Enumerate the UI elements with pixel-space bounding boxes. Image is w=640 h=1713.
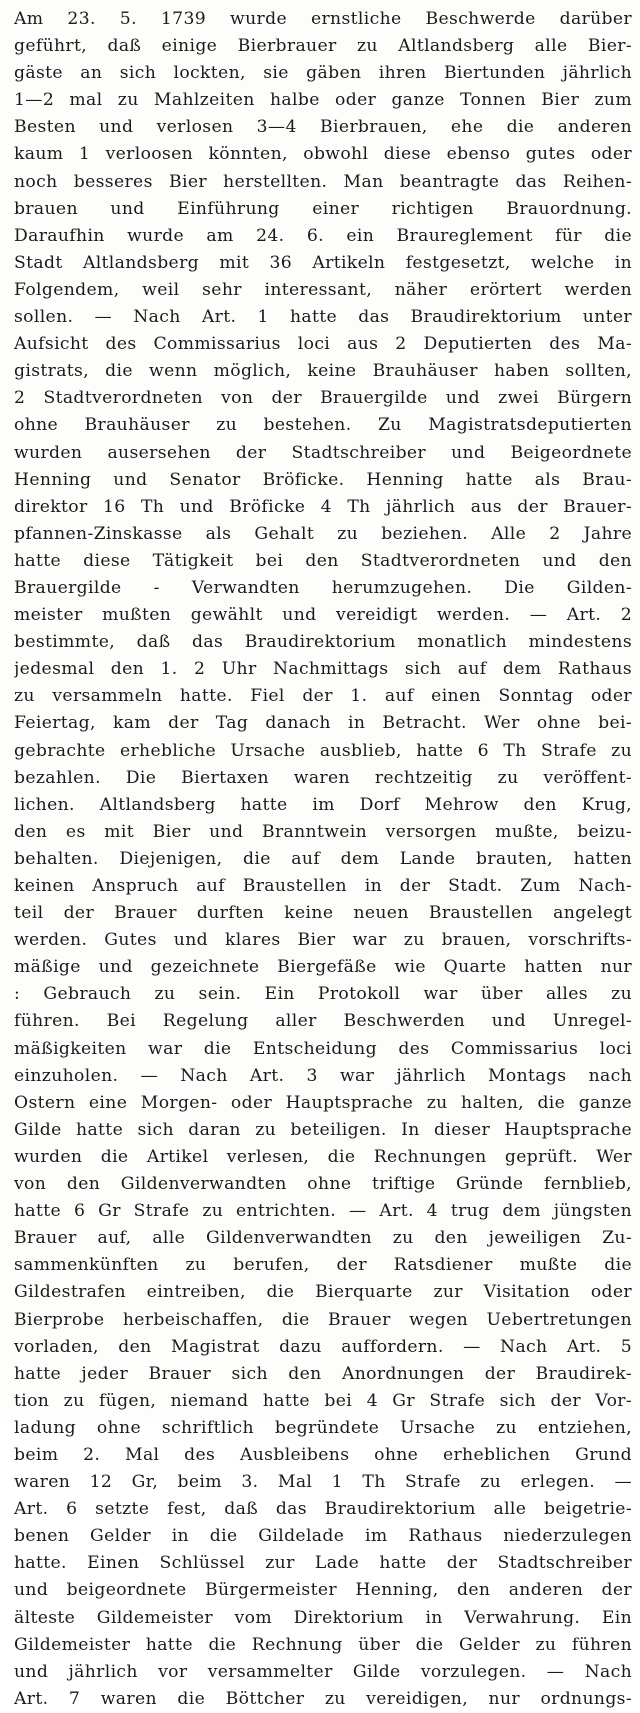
text-line: den es mit Bier und Branntwein versorgen mußte, beizu- — [14, 821, 632, 842]
text-line: Brauer auf, alle Gildenverwandten zu den jeweiligen Zu- — [14, 1228, 632, 1249]
text-line: hatte 6 Gr Strafe zu entrichten. — Art. 4 trug dem jüngsten — [14, 1201, 632, 1222]
text-line: lichen. Altlandsberg hatte im Dorf Mehrow den Krug, — [14, 794, 632, 815]
text-line: mäßige und gezeichnete Biergefäße wie Quarte hatten nur — [14, 957, 632, 978]
text-line: einzuholen. — Nach Art. 3 war jährlich Montags nach — [14, 1065, 632, 1086]
text-line: Am 23. 5. 1739 wurde ernstliche Beschwerde darüber — [14, 9, 632, 29]
text-line: Stadt Altlandsberg mit 36 Artikeln festgesetzt, welche in — [14, 252, 632, 273]
text-line: älteste Gildemeister vom Direktorium in Verwahrung. Ein — [14, 1607, 632, 1628]
text-line: bestimmte, daß das Braudirektorium monatlich mindestens — [14, 632, 632, 653]
text-line: jedesmal den 1. 2 Uhr Nachmittags sich auf dem Rathaus — [14, 659, 632, 680]
text-line: wurden ausersehen der Stadtschreiber und Beigeordnete — [14, 442, 632, 463]
text-line: Feiertag, kam der Tag danach in Betracht. Wer ohne bei- — [14, 713, 632, 734]
text-line: und jährlich vor versammelter Gilde vorzulegen. — Nach — [14, 1661, 632, 1682]
text-line: hatte jeder Brauer sich den Anordnungen der Braudirek- — [14, 1363, 632, 1384]
text-line: beim 2. Mal des Ausbleibens ohne erheblichen Grund — [14, 1444, 632, 1465]
text-line: waren 12 Gr, beim 3. Mal 1 Th Strafe zu erlegen. — — [14, 1472, 632, 1493]
text-line: ohne Brauhäuser zu bestehen. Zu Magistratsdeputierten — [14, 415, 632, 436]
text-line: noch besseres Bier herstellten. Man beantragte das Reihen- — [14, 171, 632, 192]
text-line: Aufsicht des Commissarius loci aus 2 Deputierten des Ma- — [14, 334, 632, 355]
text-line: Daraufhin wurde am 24. 6. ein Braureglement für die — [14, 225, 632, 246]
text-line: bezahlen. Die Biertaxen waren rechtzeitig zu veröffent- — [14, 767, 632, 788]
text-line: führen. Bei Regelung aller Beschwerden und Unregel- — [14, 1011, 632, 1032]
text-line: meister mußten gewählt und vereidigt werden. — Art. 2 — [14, 605, 632, 626]
text-line: wurden die Artikel verlesen, die Rechnungen geprüft. Wer — [14, 1146, 632, 1167]
text-line: Art. 6 setzte fest, daß das Braudirektorium alle beigetrie- — [14, 1499, 632, 1520]
text-line: zu versammeln hatte. Fiel der 1. auf einen Sonntag oder — [14, 686, 632, 707]
text-line: behalten. Diejenigen, die auf dem Lande brauten, hatten — [14, 848, 632, 869]
text-line: Gildemeister hatte die Rechnung über die Gelder zu führen — [14, 1634, 632, 1655]
text-line: von den Gildenverwandten ohne triftige Gründe fernblieb, — [14, 1174, 632, 1195]
text-line: gebrachte erhebliche Ursache ausblieb, hatte 6 Th Strafe zu — [14, 740, 632, 761]
text-line: Gilde hatte sich daran zu beteiligen. In dieser Hauptsprache — [14, 1119, 632, 1140]
text-line: geführt, daß einige Bierbrauer zu Altlandsberg alle Bier- — [14, 36, 632, 57]
text-line: mäßigkeiten war die Entscheidung des Commissarius loci — [14, 1038, 632, 1059]
article-text — [14, 6, 632, 1713]
text-line: gäste an sich lockten, sie gäben ihren Biertunden jährlich — [14, 63, 632, 84]
text-line: gistrats, die wenn möglich, keine Brauhäuser haben sollten, — [14, 361, 632, 382]
text-line: Folgendem, weil sehr interessant, näher erörtert werden — [14, 279, 632, 300]
text-line: Besten und verlosen 3—4 Bierbrauen, ehe die anderen — [14, 117, 632, 138]
text-line: teil der Brauer durften keine neuen Braustellen angelegt — [14, 903, 632, 924]
text-line: pfannen-Zinskasse als Gehalt zu beziehen. Alle 2 Jahre — [14, 523, 632, 544]
text-line: direktor 16 Th und Bröficke 4 Th jährlich aus der Brauer- — [14, 496, 632, 517]
text-line: benen Gelder in die Gildelade im Rathaus niederzulegen — [14, 1526, 632, 1547]
text-line: Gildestrafen eintreiben, die Bierquarte zur Visitation oder — [14, 1282, 632, 1303]
text-line: kaum 1 verloosen könnten, obwohl diese ebenso gutes oder — [14, 144, 632, 165]
text-line: Ostern eine Morgen- oder Hauptsprache zu halten, die ganze — [14, 1092, 632, 1113]
text-line: Brauergilde - Verwandten herumzugehen. Die Gilden- — [14, 577, 632, 598]
text-line: hatte diese Tätigkeit bei den Stadtverordneten und den — [14, 550, 632, 571]
text-line: keinen Anspruch auf Braustellen in der Stadt. Zum Nach- — [14, 876, 632, 896]
text-line: : Gebrauch zu sein. Ein Protokoll war über alles zu — [14, 984, 632, 1005]
text-line: vorladen, den Magistrat dazu auffordern. — Nach Art. 5 — [14, 1336, 632, 1357]
text-line: und beigeordnete Bürgermeister Henning, den anderen der — [14, 1580, 632, 1601]
text-line: sollen. — Nach Art. 1 hatte das Braudirektorium unter — [14, 307, 632, 328]
text-line: Henning und Senator Bröficke. Henning hatte als Brau- — [14, 469, 632, 490]
text-line: Art. 7 waren die Böttcher zu vereidigen, nur ordnungs- — [14, 1688, 632, 1709]
text-line: ladung ohne schriftlich begründete Ursache zu entziehen, — [14, 1417, 632, 1438]
text-line: brauen und Einführung einer richtigen Brauordnung. — [14, 198, 632, 219]
text-line: 1—2 mal zu Mahlzeiten halbe oder ganze Tonnen Bier zum — [14, 90, 632, 111]
text-line: hatte. Einen Schlüssel zur Lade hatte der Stadtschreiber — [14, 1553, 632, 1574]
text-line: werden. Gutes und klares Bier war zu brauen, vorschrifts- — [14, 930, 632, 951]
text-line: tion zu fügen, niemand hatte bei 4 Gr Strafe sich der Vor- — [14, 1390, 632, 1411]
text-line: Bierprobe herbeischaffen, die Brauer wegen Uebertretungen — [14, 1309, 632, 1330]
text-line: sammenkünften zu berufen, der Ratsdiener mußte die — [14, 1255, 632, 1276]
text-line: 2 Stadtverordneten von der Brauergilde und zwei Bürgern — [14, 388, 632, 409]
